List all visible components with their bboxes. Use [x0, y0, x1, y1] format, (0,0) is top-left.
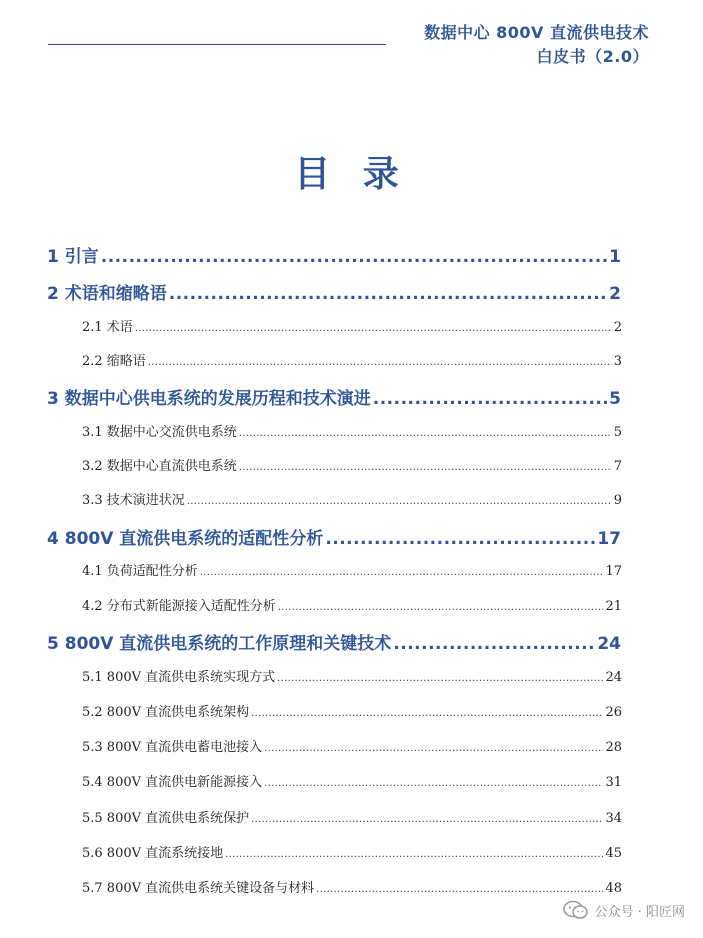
toc-leader: [325, 529, 595, 549]
toc-leader: [393, 634, 595, 654]
toc-label: 4.1 负荷适配性分析: [82, 564, 198, 579]
toc-leader: [148, 357, 612, 368]
toc-entry-5[interactable]: [47, 629, 621, 654]
toc-page: 2: [609, 284, 621, 304]
toc-page: 34: [605, 811, 622, 826]
toc-label: 5.6 800V 直流系统接地: [82, 846, 224, 861]
toc-leader: [251, 708, 603, 719]
toc-entry-3-2[interactable]: [82, 455, 622, 474]
toc-label: 5.5 800V 直流供电系统保护: [82, 811, 250, 826]
header-title-line1: 数据中心 800V 直流供电技术: [424, 23, 649, 42]
toc-leader: [278, 602, 604, 613]
toc-label: 5 800V 直流供电系统的工作原理和关键技术: [47, 634, 392, 654]
toc-entry-5-3[interactable]: [82, 736, 622, 755]
wechat-icon: [563, 900, 589, 920]
toc-entry-5-1[interactable]: [82, 666, 622, 685]
toc-entry-5-6[interactable]: [82, 842, 622, 861]
toc-page: 31: [605, 775, 622, 790]
toc-leader: [373, 389, 607, 409]
toc-entry-2-1[interactable]: [82, 316, 622, 335]
toc-page: 9: [613, 493, 622, 508]
toc-page: 7: [613, 459, 622, 474]
toc-leader: [187, 496, 612, 507]
header-rule: [48, 44, 386, 45]
toc-entry-3[interactable]: [47, 384, 621, 409]
toc-entry-5-5[interactable]: [82, 807, 622, 826]
toc-label: 5.3 800V 直流供电蓄电池接入: [82, 740, 263, 755]
toc-label: 2 术语和缩略语: [47, 284, 167, 304]
toc-entry-5-2[interactable]: [82, 701, 622, 720]
toc-leader: [251, 814, 603, 825]
toc-entry-2-2[interactable]: [82, 350, 622, 369]
toc-page: 1: [609, 247, 621, 267]
toc-page: 21: [605, 599, 622, 614]
toc-label: 3.1 数据中心交流供电系统: [82, 425, 237, 440]
toc-leader: [264, 743, 603, 754]
toc-page: 45: [605, 846, 622, 861]
toc-leader: [264, 778, 603, 789]
page-title: 目 录: [294, 154, 409, 195]
toc-page: 48: [605, 881, 622, 896]
toc-label: 5.1 800V 直流供电系统实现方式: [82, 670, 276, 685]
toc-page: 5: [613, 425, 622, 440]
toc-page: 2: [613, 320, 622, 335]
toc-leader: [316, 884, 603, 895]
toc-label: 3.2 数据中心直流供电系统: [82, 459, 237, 474]
toc-entry-5-4[interactable]: [82, 771, 622, 790]
toc-leader: [239, 428, 612, 439]
toc-label: 4.2 分布式新能源接入适配性分析: [82, 599, 276, 614]
toc-label: 1 引言: [47, 247, 99, 267]
toc-entry-4-1[interactable]: [82, 560, 622, 579]
toc-label: 3.3 技术演进状况: [82, 493, 185, 508]
toc-leader: [200, 567, 604, 578]
toc-leader: [135, 323, 612, 334]
toc-leader: [101, 247, 607, 267]
toc-page: 26: [605, 705, 622, 720]
toc-entry-4-2[interactable]: [82, 595, 622, 614]
toc-leader: [277, 673, 603, 684]
toc-entry-3-3[interactable]: [82, 489, 622, 508]
toc-entry-5-7[interactable]: [82, 877, 622, 896]
toc-page: 3: [613, 354, 622, 369]
watermark: [563, 900, 685, 920]
watermark-text: 公众号 · 阳匠网: [594, 904, 685, 920]
toc-entry-3-1[interactable]: [82, 421, 622, 440]
toc-label: 4 800V 直流供电系统的适配性分析: [47, 529, 324, 549]
toc-entry-2[interactable]: [47, 279, 621, 304]
toc-label: 2.1 术语: [82, 320, 133, 335]
toc-page: 5: [609, 389, 621, 409]
toc-page: 17: [597, 529, 621, 549]
toc-leader: [225, 849, 603, 860]
toc-page: 28: [605, 740, 622, 755]
toc-entry-1[interactable]: [47, 242, 621, 267]
toc-label: 5.4 800V 直流供电新能源接入: [82, 775, 263, 790]
toc-label: 5.2 800V 直流供电系统架构: [82, 705, 250, 720]
toc-entry-4[interactable]: [47, 524, 621, 549]
toc-page: 24: [605, 670, 622, 685]
header-title-line2: 白皮书（2.0）: [536, 47, 649, 66]
toc-leader: [239, 462, 612, 473]
toc-label: 3 数据中心供电系统的发展历程和技术演进: [47, 389, 371, 409]
toc-label: 5.7 800V 直流供电系统关键设备与材料: [82, 881, 315, 896]
toc-page: 24: [597, 634, 621, 654]
toc-label: 2.2 缩略语: [82, 354, 146, 369]
toc-page: 17: [605, 564, 622, 579]
toc-leader: [169, 284, 607, 304]
